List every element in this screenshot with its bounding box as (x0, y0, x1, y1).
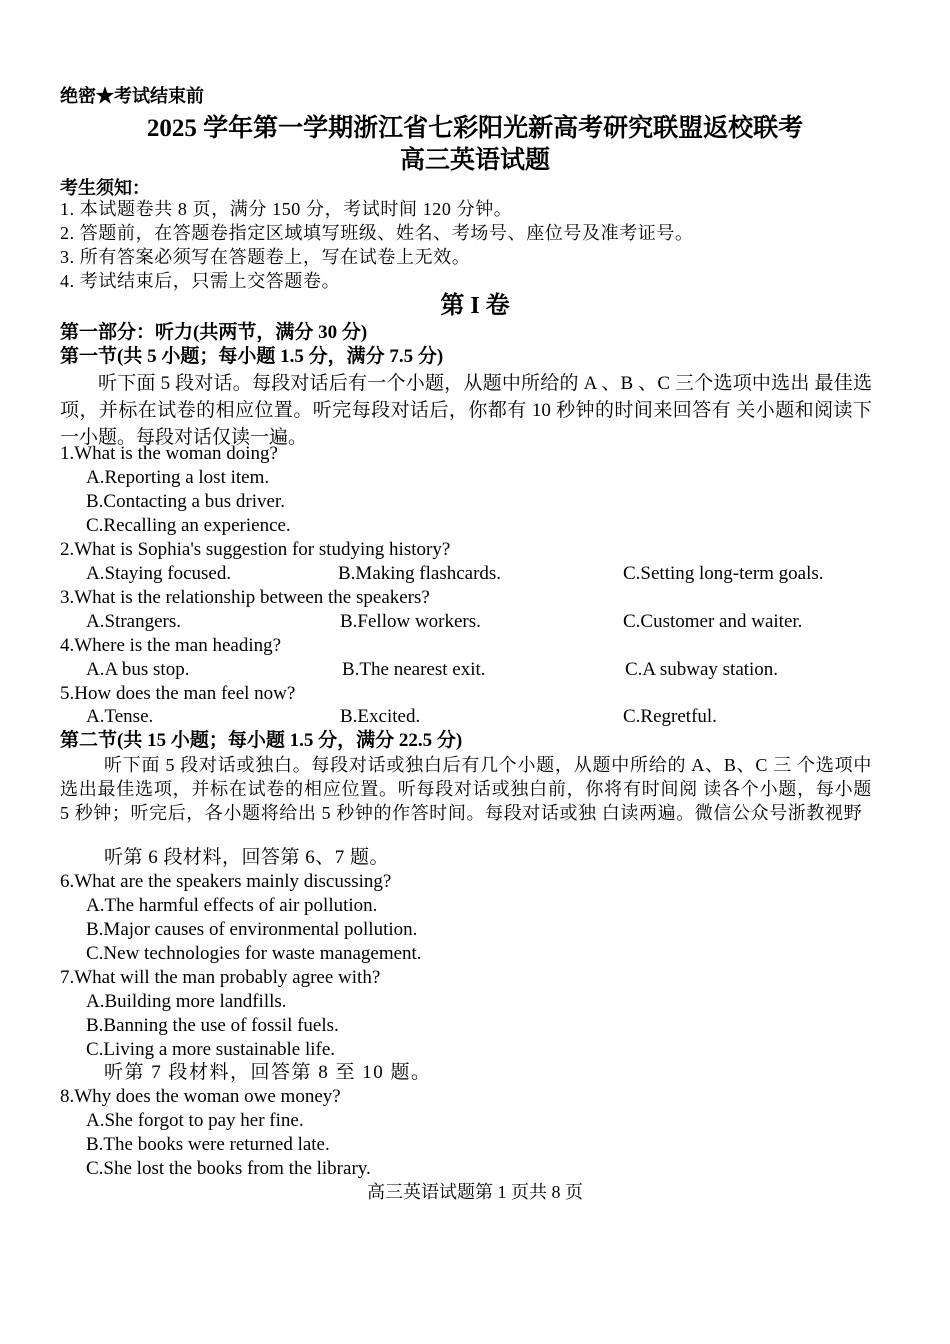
option-a: A.The harmful effects of air pollution. (86, 895, 378, 916)
exam-subtitle: 高三英语试题 (399, 147, 550, 174)
question-stem: 4.Where is the man heading? (60, 635, 282, 656)
volume-title: 第 I 卷 (440, 293, 510, 319)
notice-heading: 考生须知： (60, 178, 150, 198)
notice-item: 2. 答题前，在答题卷指定区域填写班级、姓名、考场号、座位号及准考证号。 (60, 223, 694, 243)
part1-heading: 第一部分：听力(共两节，满分 30 分) (60, 322, 368, 343)
option-a: A.Strangers. (86, 611, 181, 632)
option-a: A.She forgot to pay her fine. (86, 1110, 304, 1131)
option-b: B.Major causes of environmental pollution. (86, 919, 418, 940)
question-stem: 1.What is the woman doing? (60, 443, 278, 464)
option-b: B.The nearest exit. (342, 659, 486, 680)
question-stem: 6.What are the speakers mainly discussing? (60, 871, 392, 892)
notice-item: 1. 本试题卷共 8 页，满分 150 分，考试时间 120 分钟。 (60, 199, 513, 219)
exam-title: 2025 学年第一学期浙江省七彩阳光新高考研究联盟返校联考 (146, 115, 804, 142)
option-b: B.Making flashcards. (338, 563, 502, 584)
option-b: B.Contacting a bus driver. (86, 491, 285, 512)
option-c: C.Recalling an experience. (86, 515, 291, 536)
option-a: A.A bus stop. (86, 659, 190, 680)
option-a: A.Tense. (86, 706, 154, 727)
option-a: A.Staying focused. (86, 563, 232, 584)
option-b: B.The books were returned late. (86, 1134, 330, 1155)
question-stem: 8.Why does the woman owe money? (60, 1086, 341, 1107)
option-b: B.Fellow workers. (340, 611, 481, 632)
option-c: C.She lost the books from the library. (86, 1158, 371, 1179)
question-stem: 7.What will the man probably agree with? (60, 967, 381, 988)
option-a: A.Reporting a lost item. (86, 467, 270, 488)
material-7-note: 听第 7 段材料，回答第 8 至 10 题。 (104, 1062, 432, 1083)
page-footer: 高三英语试题第 1 页共 8 页 (367, 1182, 583, 1202)
option-c: C.Regretful. (623, 706, 717, 727)
material-6-note: 听第 6 段材料，回答第 6、7 题。 (104, 847, 390, 868)
question-stem: 3.What is the relationship between the speakers? (60, 587, 430, 608)
option-c: C.A subway station. (625, 659, 779, 680)
secret-label: 绝密★考试结束前 (60, 86, 204, 106)
notice-item: 4. 考试结束后，只需上交答题卷。 (60, 271, 341, 291)
section2-heading: 第二节(共 15 小题；每小题 1.5 分，满分 22.5 分) (60, 730, 463, 751)
option-c: C.Setting long-term goals. (623, 563, 824, 584)
option-b: B.Excited. (340, 706, 421, 727)
option-c: C.New technologies for waste management. (86, 943, 422, 964)
section1-instructions: 听下面 5 段对话。每段对话后有一个小题，从题中所给的 A 、B 、C 三个选项中选出 最佳选项，并标在试卷的相应位置。听完每段对话后，你都有 10 秒钟的时间来回答有 关小题和阅读下一小题。每段对话仅读一遍。 (60, 373, 872, 448)
section1-heading: 第一节(共 5 小题；每小题 1.5 分，满分 7.5 分) (60, 346, 444, 367)
notice-item: 3. 所有答案必须写在答题卷上，写在试卷上无效。 (60, 247, 471, 267)
question-stem: 2.What is Sophia's suggestion for studying history? (60, 539, 451, 560)
option-b: B.Banning the use of fossil fuels. (86, 1015, 339, 1036)
option-a: A.Building more landfills. (86, 991, 287, 1012)
question-stem: 5.How does the man feel now? (60, 683, 296, 704)
section2-instructions: 听下面 5 段对话或独白。每段对话或独白后有几个小题，从题中所给的 A、B、C 三 个选项中选出最佳选项，并标在试卷的相应位置。听每段对话或独白前，你将有时间阅 读各个小题，每小题 5 秒钟；听完后，各小题将给出 5 秒钟的作答时间。每段对话或独 白读两遍。微信公众号浙教视野 (60, 755, 872, 823)
option-c: C.Customer and waiter. (623, 611, 803, 632)
option-c: C.Living a more sustainable life. (86, 1039, 336, 1060)
